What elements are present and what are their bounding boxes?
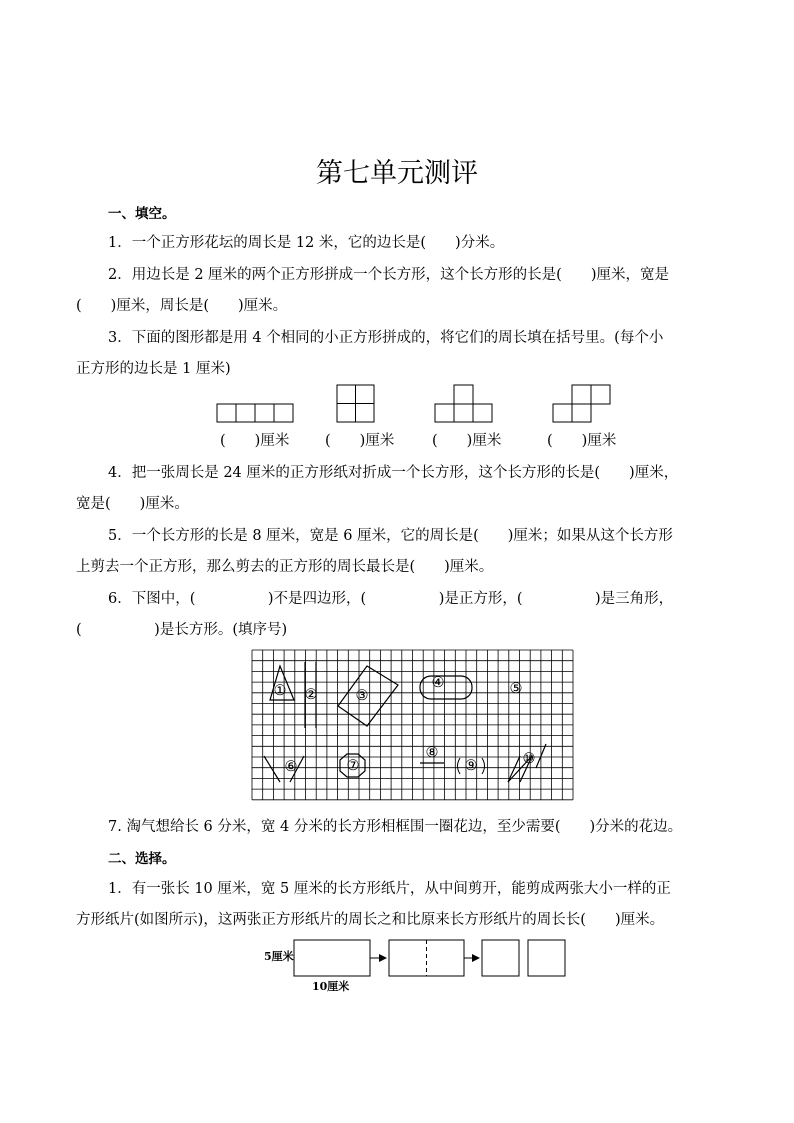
square-piece-a xyxy=(482,940,519,976)
tetromino-straight xyxy=(217,404,293,422)
choice-1-line-2: 方形纸片(如图所示)，这两张正方形纸片的周长之和比原来长方形纸片的周长长( )厘米。 xyxy=(76,912,665,928)
shape-4-rounded-rect xyxy=(420,676,472,699)
cut-paper-figure xyxy=(0,936,794,996)
choice-1-line-1: 1．有一张长 10 厘米，宽 5 厘米的长方形纸片，从中间剪开，能剪成两张大小一样的正 xyxy=(108,881,671,897)
question-5-line-2: 上剪去一个正方形，那么剪去的正方形的周长最长是( )厘米。 xyxy=(76,559,494,575)
label-1: ① xyxy=(273,683,287,699)
question-6-line-2: ( )是长方形。(填序号) xyxy=(76,622,288,638)
label-2: ② xyxy=(304,687,318,703)
question-3-line-2: 正方形的边长是 1 厘米) xyxy=(76,361,231,377)
question-2-line-2: ( )厘米，周长是( )厘米。 xyxy=(76,298,288,314)
question-6-line-1: 6．下图中，( )不是四边形，( )是正方形，( )是三角形， xyxy=(108,591,674,607)
label-10: ⑩ xyxy=(522,751,536,767)
shape-2-caption: ( )厘米 xyxy=(325,433,395,449)
original-rectangle xyxy=(294,940,370,976)
label-9: ⑨ xyxy=(464,758,478,774)
section-fill-blank-heading: 一、填空。 xyxy=(108,206,176,222)
question-4-line-2: 宽是( )厘米。 xyxy=(76,496,189,512)
question-4-line-1: 4．把一张周长是 24 厘米的正方形纸对折成一个长方形，这个长方形的长是( )厘米， xyxy=(108,465,679,481)
width-label: 5厘米 xyxy=(264,950,294,963)
section-choice-heading: 二、选择。 xyxy=(108,851,176,867)
label-6: ⑥ xyxy=(284,759,298,775)
label-4: ④ xyxy=(431,675,445,691)
shape-grid-figure xyxy=(250,648,580,808)
question-3-line-1: 3．下面的图形都是用 4 个相同的小正方形拼成的，将它们的周长填在括号里。(每个小 xyxy=(108,330,664,346)
length-label: 10厘米 xyxy=(312,980,350,993)
shape-4-caption: ( )厘米 xyxy=(547,433,617,449)
tetromino-s xyxy=(553,385,610,422)
square-piece-b xyxy=(528,940,565,976)
question-7: 7. 淘气想给长 6 分米，宽 4 分米的长方形相框围一圈花边，至少需要( )分米的花边。 xyxy=(108,819,683,835)
shape-9-left-arc xyxy=(458,758,461,774)
question-1: 1．一个正方形花坛的周长是 12 米，它的边长是( )分米。 xyxy=(108,235,505,251)
tetromino-square xyxy=(337,385,374,422)
label-5: ⑤ xyxy=(509,681,523,697)
shape-1-caption: ( )厘米 xyxy=(220,433,290,449)
label-3: ③ xyxy=(355,688,369,704)
question-5-line-1: 5．一个长方形的长是 8 厘米，宽是 6 厘米，它的周长是( )厘米；如果从这个长方形 xyxy=(108,528,673,544)
label-8: ⑧ xyxy=(425,745,439,761)
page-title: 第七单元测评 xyxy=(316,158,478,189)
label-7: ⑦ xyxy=(346,758,360,774)
shape-3-caption: ( )厘米 xyxy=(432,433,502,449)
shape-9-right-arc xyxy=(482,758,485,774)
question-2-line-1: 2．用边长是 2 厘米的两个正方形拼成一个长方形，这个长方形的长是( )厘米，宽是 xyxy=(108,267,669,283)
tetromino-figures xyxy=(0,384,794,424)
tetromino-t xyxy=(435,385,492,422)
